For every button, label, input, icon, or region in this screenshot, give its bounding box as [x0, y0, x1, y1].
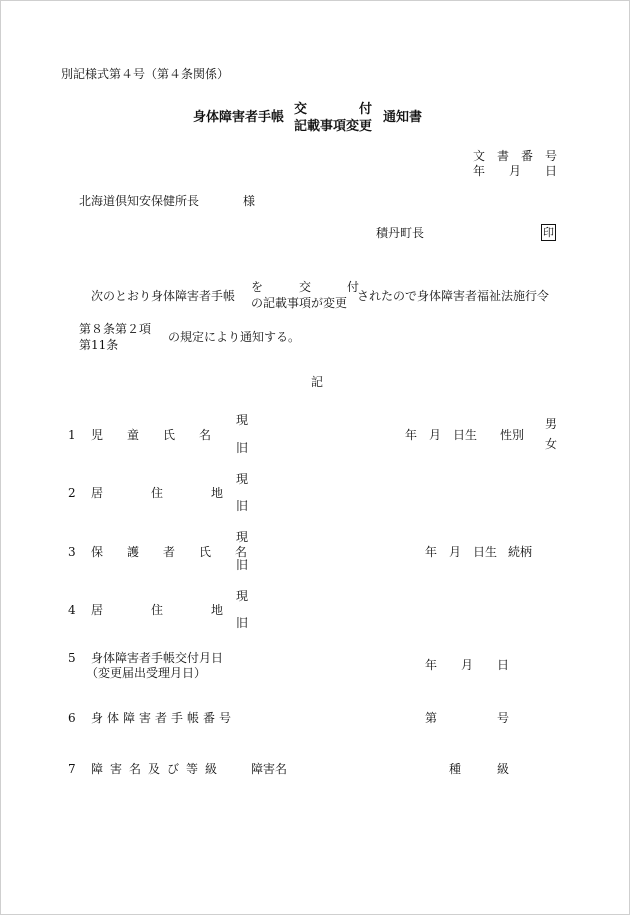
body-p2-stack-bottom: 第11条 — [79, 338, 119, 352]
title-right: 通知書 — [383, 110, 423, 125]
item-7-type: 種 — [449, 762, 462, 776]
item-7-number: 7 — [68, 762, 76, 776]
sender-name: 積丹町長 — [376, 226, 425, 240]
item-1-female: 女 — [545, 437, 558, 451]
item-1-number: 1 — [68, 428, 76, 442]
item-3-current: 現 — [236, 530, 249, 544]
item-1-current: 現 — [236, 413, 249, 427]
item-4-label: 居 住 地 — [91, 603, 224, 617]
body-p1-stack-bottom: の記載事項が変更 — [251, 296, 348, 310]
title-left: 身体障害者手帳 — [193, 110, 285, 125]
item-5-label-2: （変更届出受理月日） — [86, 666, 207, 680]
item-7-label: 障害名及び等級 — [91, 762, 225, 776]
item-4-current: 現 — [236, 589, 249, 603]
body-p1-stack-top: を 交 付 — [251, 280, 360, 294]
item-5-label-1: 身体障害者手帳交付月日 — [91, 651, 224, 665]
item-3-number: 3 — [68, 545, 76, 559]
item-7-grade: 級 — [497, 762, 510, 776]
addressee-name: 北海道倶知安保健所長 — [79, 194, 200, 208]
item-3-birthdate: 年 月 日生 — [425, 545, 498, 559]
item-3-label: 保 護 者 氏 名 — [91, 545, 248, 559]
doc-date-label: 年 月 日 — [473, 164, 558, 178]
form-id: 別記様式第４号（第４条関係） — [61, 67, 230, 81]
item-6-prefix: 第 — [425, 711, 438, 725]
title-stack-bottom: 記載事項変更 — [294, 119, 373, 134]
item-2-old: 旧 — [236, 499, 249, 513]
seal-mark: 印 — [543, 226, 554, 239]
item-2-label: 居 住 地 — [91, 486, 224, 500]
item-5-date: 年 月 日 — [425, 658, 510, 672]
doc-number-label: 文 書 番 号 — [473, 149, 558, 163]
item-6-label: 身体障害者手帳番号 — [91, 711, 236, 725]
body-p2-stack-top: 第８条第２項 — [79, 322, 152, 336]
ki-heading: 記 — [311, 375, 324, 389]
item-1-male: 男 — [545, 417, 558, 431]
item-2-current: 現 — [236, 472, 249, 486]
item-2-number: 2 — [68, 486, 76, 500]
item-3-old: 旧 — [236, 558, 249, 572]
title-stack-top: 交 付 — [294, 102, 373, 117]
item-1-label: 児 童 氏 名 — [91, 428, 212, 442]
body-p1-left: 次のとおり身体障害者手帳 — [91, 289, 236, 303]
addressee-honorific: 様 — [243, 194, 256, 208]
item-4-number: 4 — [68, 603, 76, 617]
body-p1-right: されたので身体障害者福祉法施行令 — [357, 289, 550, 303]
item-3-relation: 続柄 — [508, 545, 533, 559]
item-4-old: 旧 — [236, 616, 249, 630]
item-5-number: 5 — [68, 651, 76, 665]
item-1-birthdate: 年 月 日生 — [405, 428, 478, 442]
item-6-suffix: 号 — [497, 711, 510, 725]
item-1-old: 旧 — [236, 441, 249, 455]
item-7-disability-name: 障害名 — [251, 762, 288, 776]
body-p2-right: の規定により通知する。 — [168, 330, 301, 344]
item-1-sex-label: 性別 — [500, 428, 525, 442]
item-6-number: 6 — [68, 711, 76, 725]
